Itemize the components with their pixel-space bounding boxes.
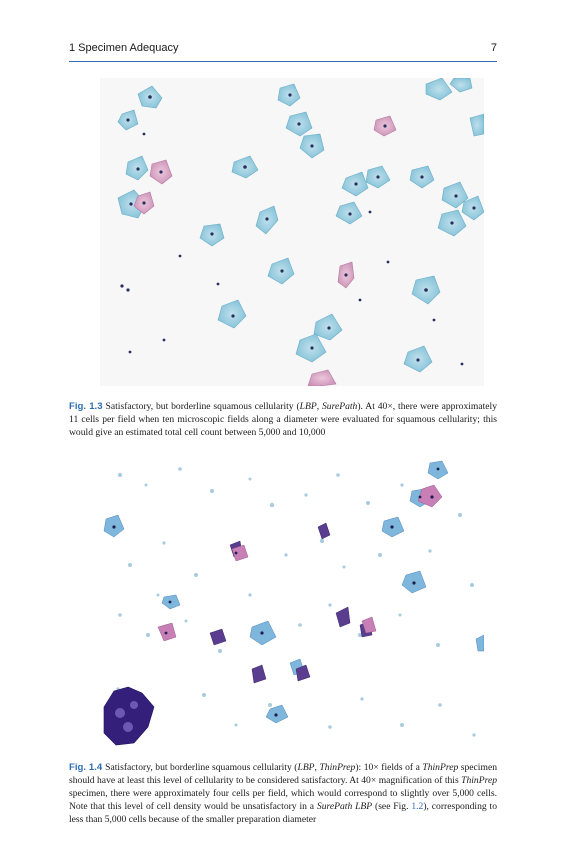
caption-text: Satisfactory, but borderline squamous cellularity ( [105,401,300,412]
caption-text: (see Fig. [372,801,412,813]
caption-text: Satisfactory, but borderline squamous cellularity ( [105,762,298,773]
squamous-cells [118,78,484,372]
pink-cells-thin [158,485,442,641]
caption-text: , [314,762,320,773]
caption-italic: ThinPrep [319,762,356,773]
nuclei-thin [112,468,439,717]
pink-cells [134,116,396,386]
figure-caption-1-3 [69,400,497,439]
figure-label: Fig. 1.4 [69,762,103,773]
cell-cluster [104,687,154,745]
caption-text: , [316,401,322,412]
figure-caption-1-4 [69,761,497,826]
header-rule [69,61,497,62]
caption-text: specimen should have at least this level of cellularity to be considered satisfactory. At 40× magnification of this [69,762,497,787]
running-head [69,42,497,58]
caption-text: specimen, there were approximately four cells per field, which would correspond to slightly over 5,000 cells. Note that this level of cell density would be unsatisfactory in a [69,788,497,813]
page-number: 7 [490,42,497,54]
caption-italic: LBP [297,762,315,773]
caption-italic: ThinPrep [461,775,497,787]
caption-italic: SurePath [322,401,358,412]
caption-text: ), corresponding to less than 5,000 cells because of the smaller preparation diameter [69,801,497,826]
figure-reference-link[interactable]: 1.2 [411,801,424,813]
chapter-title: 1 Specimen Adequacy [69,42,179,54]
caption-text: ): 10× fields of a [355,762,423,773]
micrograph-thinprep [100,455,484,749]
caption-text: ). At 40×, there were approximately 11 cells per field when ten microscopic fields along a diameter were evaluated for squamous cellularity; this would give an estimated total cell count between 5,000 and 10,000 [69,401,498,439]
micrograph-surepath [100,78,484,386]
purple-cells [210,523,372,683]
caption-italic: SurePath LBP [316,801,373,813]
figure-label: Fig. 1.3 [69,401,103,412]
caption-italic: LBP [299,401,317,412]
caption-italic: ThinPrep [422,762,459,773]
